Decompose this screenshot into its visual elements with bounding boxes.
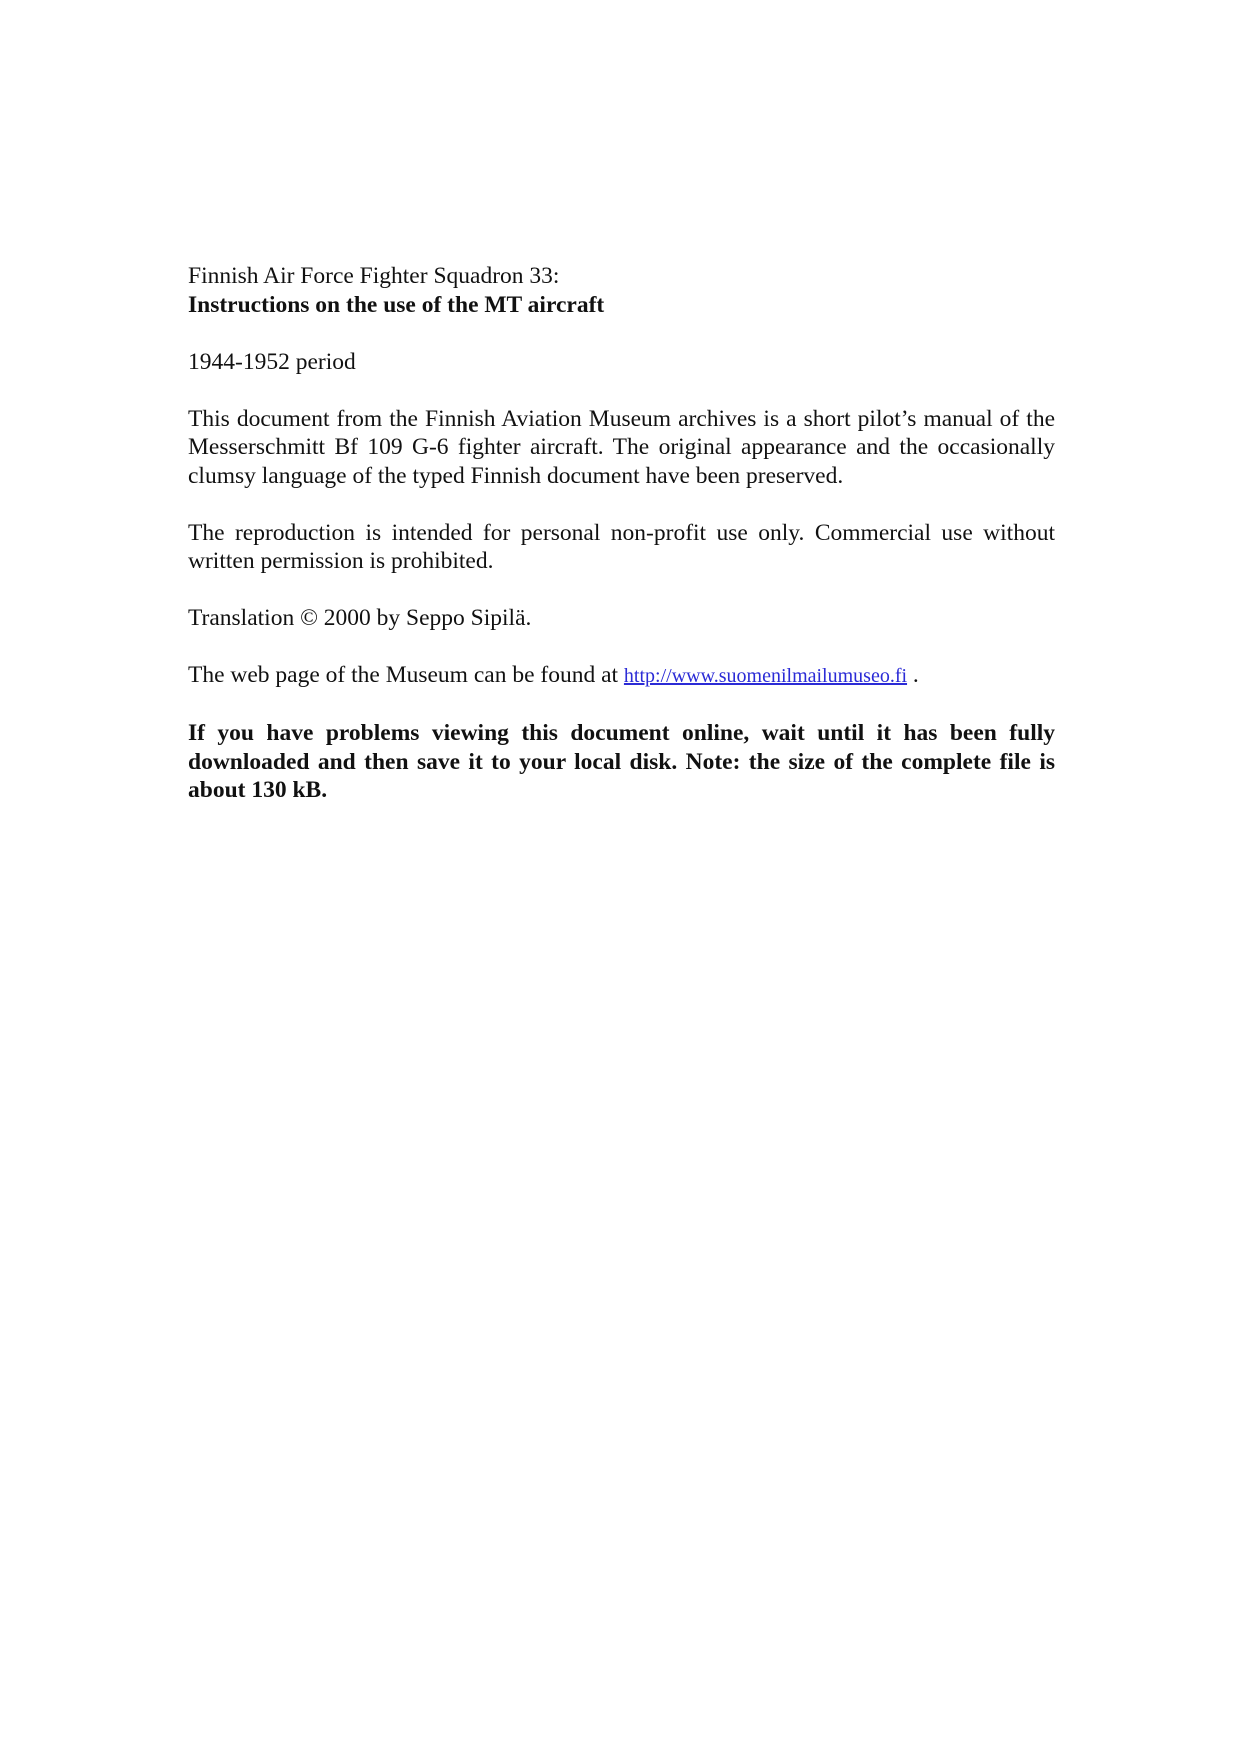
document-title: Instructions on the use of the MT aircraft: [188, 291, 605, 318]
translation-credit: Translation © 2000 by Seppo Sipilä.: [188, 605, 532, 631]
period-line: 1944-1952 period: [188, 348, 356, 375]
web-page-prefix: The web page of the Museum can be found at: [188, 662, 619, 688]
museum-link[interactable]: http://www.suomenilmailumuseo.fi: [623, 665, 908, 687]
reproduction-paragraph: The reproduction is intended for personal non-profit use only. Commercial use without written permission is prohibited.: [188, 519, 1055, 574]
intro-paragraph: This document from the Finnish Aviation Museum archives is a short pilot’s manual of the Messerschmitt Bf 109 G-6 fighter aircraft. The original appearance and the occasionally clumsy language of the typed Finnish document have been preserved.: [188, 405, 1055, 489]
web-page-paragraph: [188, 661, 1055, 691]
document-body: [188, 262, 1055, 833]
download-notice: If you have problems viewing this document online, wait until it has been fully downloaded and then save it to your local disk. Note: the size of the complete file is about 130 kB.: [188, 720, 1055, 803]
organization-line: Finnish Air Force Fighter Squadron 33:: [188, 263, 560, 289]
title-block: [188, 262, 1055, 319]
web-page-suffix: .: [912, 662, 919, 688]
